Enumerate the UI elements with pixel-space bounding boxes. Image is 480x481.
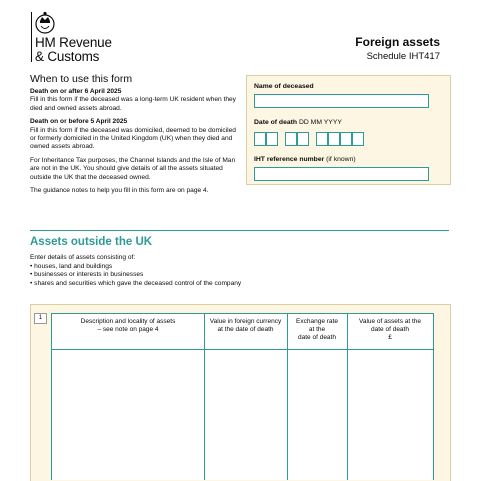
deceased-details-panel [246, 75, 451, 185]
date-year-1-field[interactable] [316, 132, 328, 146]
intro-heading: When to use this form [30, 73, 133, 85]
date-of-death-label [254, 119, 342, 126]
section-divider [30, 230, 449, 231]
col-exchange-rate-line-1: Exchange rate [296, 318, 338, 325]
list-item: • shares and securities which gave the deceased control of the company [30, 280, 330, 289]
channel-islands-text: For Inheritance Tax purposes, the Channel Islands and the Isle of Man are not in the UK. You should give details of all the assets situated outside the UK that the deceased owned. [30, 156, 236, 181]
iht-reference-field[interactable] [254, 167, 429, 181]
after-date-text: Fill in this form if the deceased was a long-term UK resident when they died and owned assets abroad. [30, 96, 236, 112]
date-day-2-field[interactable] [266, 132, 278, 146]
date-format-hint: DD MM YYYY [298, 119, 342, 126]
date-month-2-field[interactable] [297, 132, 309, 146]
col-description-header [52, 314, 204, 350]
section-intro [30, 254, 330, 288]
logo-rule [31, 12, 32, 62]
list-item: • businesses or interests in businesses [30, 271, 330, 280]
date-of-death-label-text: Date of death [254, 119, 298, 126]
form-title: Foreign assets [355, 35, 440, 49]
col-description-line-2: – see note on page 4 [97, 326, 159, 334]
col-exchange-rate-line-3: date of death [298, 334, 336, 342]
organisation-name [35, 36, 112, 64]
list-item: • houses, land and buildings [30, 263, 330, 272]
name-label: Name of deceased [254, 83, 314, 90]
value-gbp-entry-cell[interactable] [348, 351, 433, 481]
date-year-3-field[interactable] [340, 132, 352, 146]
description-entry-cell[interactable] [53, 351, 203, 481]
name-of-deceased-field[interactable] [254, 94, 429, 108]
org-line-1: HM Revenue [35, 35, 112, 50]
col-foreign-value-line-1: Value in foreign currency [209, 318, 282, 325]
assets-table [51, 313, 434, 480]
col-value-gbp-line-3: £ [388, 334, 392, 342]
before-date-title: Death on or before 5 April 2025 [30, 118, 128, 126]
asset-type-list [30, 263, 330, 289]
col-value-gbp-line-1: Value of assets at the [358, 318, 422, 325]
foreign-value-entry-cell[interactable] [205, 351, 286, 481]
col-foreign-value-header [204, 314, 287, 350]
col-value-gbp-header [347, 314, 433, 350]
col-description-line-1: Description and locality of assets [80, 318, 176, 325]
date-year-2-field[interactable] [328, 132, 340, 146]
question-number: 1 [34, 313, 47, 324]
form-subtitle: Schedule IHT417 [366, 51, 440, 62]
date-day-1-field[interactable] [254, 132, 266, 146]
col-exchange-rate-line-2: at the [308, 326, 326, 334]
col-exchange-rate-header [287, 314, 347, 350]
guidance-text: The guidance notes to help you fill in this form are on page 4. [30, 187, 209, 195]
before-date-text: Fill in this form if the deceased was domiciled, deemed to be domiciled or formerly domiciled in the United Kingdom (UK) when they died and owned assets abroad. [30, 126, 236, 151]
iht-reference-hint: (if known) [326, 156, 356, 163]
iht-reference-label [254, 156, 356, 163]
iht-reference-label-text: IHT reference number [254, 156, 325, 163]
after-date-title: Death on or after 6 April 2025 [30, 88, 122, 95]
section-title: Assets outside the UK [30, 236, 153, 248]
exchange-rate-entry-cell[interactable] [288, 351, 346, 481]
royal-crest-icon [34, 10, 56, 36]
intro-column [30, 73, 240, 200]
col-foreign-value-line-2: at the date of death [217, 326, 274, 334]
date-month-1-field[interactable] [285, 132, 297, 146]
section-intro-text: Enter details of assets consisting of: [30, 254, 136, 261]
date-year-4-field[interactable] [352, 132, 364, 146]
org-line-2: & Customs [35, 49, 100, 64]
col-value-gbp-line-2: date of death [371, 326, 409, 334]
